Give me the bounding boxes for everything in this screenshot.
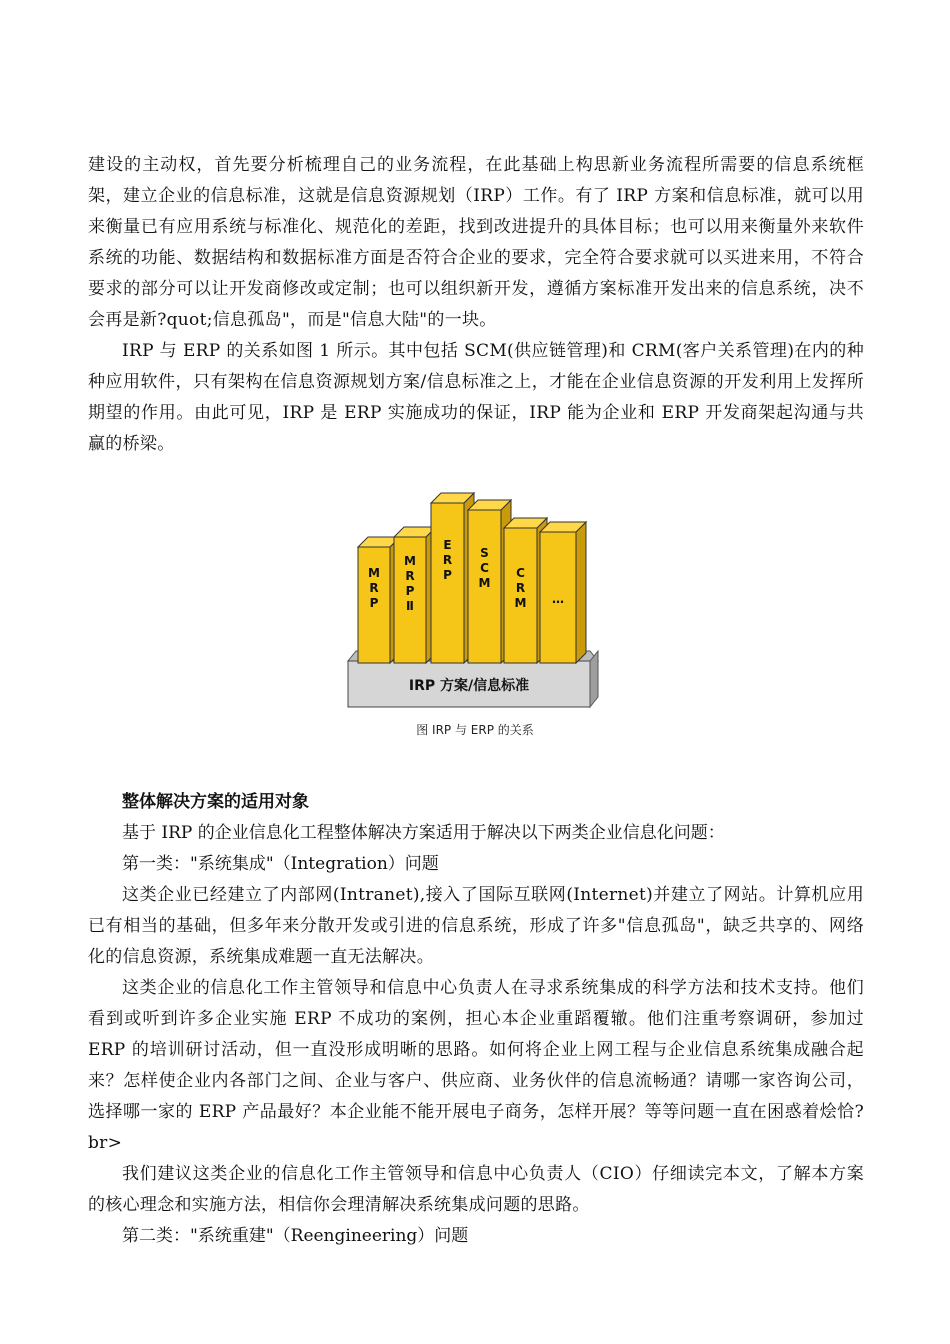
bar-label: S C M (478, 546, 491, 590)
bar-label: … (552, 592, 564, 606)
type1-paragraph-2: 这类企业的信息化工作主管领导和信息中心负责人在寻求系统集成的科学方法和技术支持。他们看到或听到许多企业实施 ERP 不成功的案例，担心本企业重蹈覆辙。他们注重考察调研，参加过 ERP 的培训研讨活动，但一直没形成明晰的思路。如何将企业上网工程与企业信息系统集成融合起来？怎样使企业内各部门之间、企业与客户、供应商、业务伙伴的信息流畅通？请哪一家咨询公司，选择哪一家的 ERP 产品最好？本企业能不能开展电子商务，怎样开展？等等问题一直在困惑着烩恰?br> (88, 978, 864, 1153)
section-applicability (88, 787, 864, 1252)
bar-6 (540, 522, 586, 663)
bar-label: E R P (442, 538, 453, 582)
base-label: IRP 方案/信息标准 (408, 678, 530, 694)
bar-label: C R M (514, 566, 527, 610)
bars-group (358, 493, 586, 663)
paragraph-irp-erp-relation: IRP 与 ERP 的关系如图 1 所示。其中包括 SCM(供应链管理)和 CRM(客户关系管理)在内的种种应用软件，只有架构在信息资源规划方案/信息标准之上，才能在企业信息资源的开发利用上发挥所期望的作用。由此可见，IRP 是 ERP 实施成功的保证，IRP 能为企业和 ERP 开发商架起沟通与共赢的桥梁。 (88, 341, 864, 454)
figure-caption: 图 IRP 与 ERP 的关系 (416, 723, 534, 737)
irp-erp-figure (340, 485, 610, 745)
type1-paragraph-1: 这类企业已经建立了内部网(Intranet),接入了国际互联网(Internet)并建立了网站。计算机应用已有相当的基础，但多年来分散开发或引进的信息系统，形成了许多"信息孤岛"，缺乏共享的、网络化的信息资源，系统集成难题一直无法解决。 (88, 885, 864, 967)
section-intro: 基于 IRP 的企业信息化工程整体解决方案适用于解决以下两类企业信息化问题： (122, 823, 725, 843)
bar-side (576, 522, 586, 663)
bar-2 (394, 527, 436, 663)
type1-title: 第一类："系统集成"（Integration）问题 (122, 854, 439, 874)
paragraph-irp-intro: 建设的主动权，首先要分析梳理自己的业务流程，在此基础上构思新业务流程所需要的信息系统框架，建立企业的信息标准，这就是信息资源规划（IRP）工作。有了 IRP 方案和信息标准，就可以用来衡量已有应用系统与标准化、规范化的差距，找到改进提升的具体目标；也可以用来衡量外来软件系统的功能、数据结构和数据标准方面是否符合企业的要求，完全符合要求就可以买进来用，不符合要求的部分可以让开发商修改或定制；也可以组织新开发，遵循方案标准开发出来的信息系统，决不会再是新?quot;信息孤岛"，而是"信息大陆"的一块。 (88, 155, 864, 330)
bar-label: M R P Ⅱ (404, 554, 416, 613)
bar-label: M R P (368, 566, 380, 610)
type2-title: 第二类："系统重建"（Reengineering）问题 (122, 1226, 469, 1246)
type1-paragraph-3: 我们建议这类企业的信息化工作主管领导和信息中心负责人（CIO）仔细读完本文，了解本方案的核心理念和实施方法，相信你会理清解决系统集成问题的思路。 (88, 1164, 864, 1215)
document-page (88, 150, 864, 460)
irp-erp-diagram (340, 485, 610, 715)
base-slab-side (590, 651, 598, 707)
bar-front (431, 503, 464, 663)
section-heading: 整体解决方案的适用对象 (122, 792, 309, 812)
